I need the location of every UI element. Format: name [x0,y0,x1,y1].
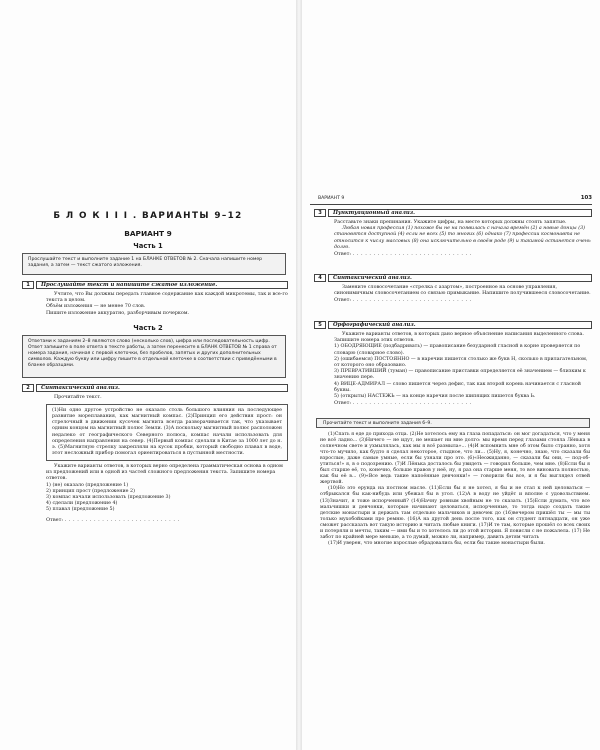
task-5-intro: Укажите варианты ответов, в которых дано верное объяснение написания выделенного слова. Запишите номера этих ответов. [334,332,584,344]
running-header-variant: ВАРИАНТ 9 [318,196,345,201]
task-5-answer-dots: . . . . . . . . . . . . . . . . . . . . . . . . . . . . . [352,400,472,407]
task-2-number: 2 [22,384,34,392]
instruction-part2: Ответами к заданиям 2–8 являются слово (несколько слов), цифра или последовательность цифр. Ответ запишите в поле ответа в тексте работы, а затем перенесите в БЛАНК ОТВЕТОВ № 1 справа от номера задания, начиная с первой клеточки, без пробелов, запятых и других дополнительных символов. Каждую букву или цифру пишите в отдельной клеточке в соответствии с приведёнными в бланке образцами. [22,335,286,378]
task-4-answer-label: Ответ: [334,297,352,304]
task-2-option-2: 2) принцип прост (предложение 2) [46,488,135,494]
task-5-option-5: 5) (открыты) НАСТЕЖЬ — на конце наречия после шипящих пишется буква Ь. [334,394,536,400]
left-page [0,0,296,750]
task-5-title: Орфографический анализ. [328,321,592,329]
read-instruction: Прочитайте текст и выполните задания 6–9. [316,418,590,428]
task-5-option-3: 3) ПРЕВРАТИВШИЙ (туман) — правописание приставки определяется её значением — близким к значению пере. [334,369,586,381]
task-5-option-2: 2) (ошибаемся) ПОСТОЯННО — в наречии пишется столько же букв Н, сколько в прилагательном, от которого оно образовано. [334,356,588,369]
reading-paragraph-1: (1)Спать я еде до прихода отца. (2)Не хотелось ему на глаза попадаться: он мог догадаться, что у меня не всё ладно... (3)Ничего — не идут, не мешает ни мне долго: мы время перед глазами стояла Лёнька в солнечном свете и ухмылялась, как мы я всё размыла»... (4)И вспомнить мне об этом было странно, хотя что-то мучило, как будто я сделал некоторое, стыдное, что ли... (5)Ну, я, конечно, знаю, что сказали бы взрослые, даже самые умные, если бы узнали про это. (6)«Неожиданно, — сказали бы они, — под-об-утиться!» я, в о подозрению. (7)И Лёнька досталось бы увидеть — говорил больше, чем мне. (8)Если бы я был старше её, то, конечно, больше правов у неё, ну, я раз она старше меня, то все виновата полностью, как бы её в... (9)«Все ведь такие напоённые девчонки!» — говорили бы все, и я бы выглядел отвей жертвой. [320,432,590,486]
task-2-answer-label: Ответ: [46,516,64,523]
task-1 [22,281,288,317]
task-4-title: Синтаксический анализ. [328,274,592,282]
task-2-option-1: 1) (не) оказало (предложение 1) [46,482,129,488]
task-2-prompt: Прочитайте текст. [54,395,102,400]
task-3 [314,209,592,258]
task-1-title: Прослушайте текст и напишите сжатое изложение. [36,281,288,289]
task-4-text: Замените словосочетание «стрелка с азартом», построенное на основе управления, синонимичным словосочетанием со связью примыкание. Напишите получившееся словосочетание. [334,285,591,297]
task-1-line-2: Объём изложения — не менее 70 слов. [46,304,146,310]
task-2-option-3: 3) компас начали использовать (предложение 3) [46,494,171,500]
task-5-answer-label: Ответ: [334,400,352,407]
task-4-answer-dots: . . . . . . . . . . . . . . . . . . . . . . . . . . . . . [352,297,472,304]
task-2 [22,384,288,524]
task-2-title: Синтаксический анализ. [36,384,288,392]
reading-text [320,432,590,547]
task-5-option-1: 1) ОБОДРЯЮЩИЕ (подбадривать) — правописание безударной гласной в корне проверяется по словарю (словарное слово). [334,344,581,356]
task-3-answer-line[interactable] [334,251,592,258]
running-header [308,196,592,204]
task-3-instruction: Расставьте знаки препинания. Укажите цифры, на месте которых должны стоять запятые. [334,220,567,225]
variant-title: ВАРИАНТ 9 [124,229,172,238]
task-1-line-3: Пишите изложение аккуратно, разборчивым почерком. [46,310,190,316]
part1-title: Часть 1 [133,242,163,250]
task-5-answer-line[interactable] [334,400,592,407]
task-2-answer-dots: . . . . . . . . . . . . . . . . . . . . . . . . . . . . [64,516,180,523]
block-title: Б Л О К I I I . ВАРИАНТЫ 9–12 [53,211,243,221]
task-4 [314,274,592,304]
reading-paragraph-2: (10)Но это ерунда на постном масле. (11)Если бы я не хотел, я бы и не стал к ней целоваться — отбрыкался бы как-нибудь или убежал бы в угол. (12)А в воду не уйдёт и вполне с удовольствием. (13)Значит, я тоже испорченный? (14)Начну ровным хвойным не то сказать. (15)Если думать, что все мальчишки и девчонки, которые начинают целоваться, испорченные, то тогда надо создать такие детские монастыри и держать там отдельно мальчиков и девочек до (16)вечером пришёл ты — мы ты только мухобойками про ремню. (16)А на другой день после того, как он студент пятнадцати, он уже сможет рассказать вот такую историю и читать любые книги. (17)И те там, которые прошёл со всех своих и потеряли и мечты, таким — ими бы и то хотелось ли до этой истории. Я повисли с не пожалела. (17) Не забот по крайней мере меньше, а то думай, можно ли, например, давить детям читать [320,486,590,540]
task-3-answer-label: Ответ: [334,251,352,258]
reading-paragraph-3: (17)И уверен, что многие взрослые обрадовались бы, если бы такие монастыри были. [328,540,545,546]
header-rule [310,204,592,205]
task-5-number: 5 [314,321,326,329]
task-2-answer-line[interactable] [46,517,288,524]
task-2-option-4: 4) сделали (предложение 4) [46,501,118,507]
task-5 [314,321,592,407]
instruction-part1: Прослушайте текст и выполните задание 1 на БЛАНКЕ ОТВЕТОВ № 2. Сначала напишите номер задания, а затем — текст сжатого изложения. [22,253,286,275]
task-2-option-5: 5) плавал (предложение 5) [46,507,115,513]
task-4-number: 4 [314,274,326,282]
task-3-text: Любая новая профессия (1) похоже бы не на появилась с начала времён (2) а новые донцы (3) становятся доступной (4) если не всех (5) то многих (6) однако (7) профессии космонавта не относится к числу массовых (8) она исключительно в своём роде (9) и такимой останется очень долго. [334,226,591,250]
task-4-answer-line[interactable] [334,297,592,304]
task-1-line-1: Учтите, что Вы должны передать главное содержание как каждой микротемы, так и все-го текста в целом. [46,292,288,304]
part2-title: Часть 2 [133,324,163,332]
right-page [302,0,600,750]
task-5-option-4: 4) ВИЦЕ-АДМИРАЛ — слово пишется через дефис, так как второй корень начинается с гласной буквы. [334,381,581,393]
task-1-number: 1 [22,281,34,289]
task-2-question: Укажите варианты ответов, в которых верно определена грамматическая основа в одном из предложений или в одной из частей сложного предложения текста. Запишите номера ответов. [46,463,283,482]
task-3-title: Пунктуационный анализ. [328,209,592,217]
task-2-text: (1)Ни одно другое устройство не оказало столь большого влияния на последующее развитие мореплавания, как магнитный компас. (2)Принцип его действия прост: он стрелочный в движении кусочек магнита всегда разворачивается так, что указывает одним концом на магнитный полюс Земли. (3)А поскольку магнитный полюс расположен недалеко от географического Северного полюса, компас начали использовать для определения направления на север. (4)Первый компас сделали в Китае за 1000 лет до н. э. (5)Магнитную стрелку закрепляли на кусок пробки, который свободно плавал в воде, этот несложный прибор помогал ориентироваться в пустынной местности. [46,404,288,461]
task-3-answer-dots: . . . . . . . . . . . . . . . . . . . . . . . . . . . . . [352,251,472,258]
page-number: 103 [580,195,592,201]
task-3-number: 3 [314,209,326,217]
